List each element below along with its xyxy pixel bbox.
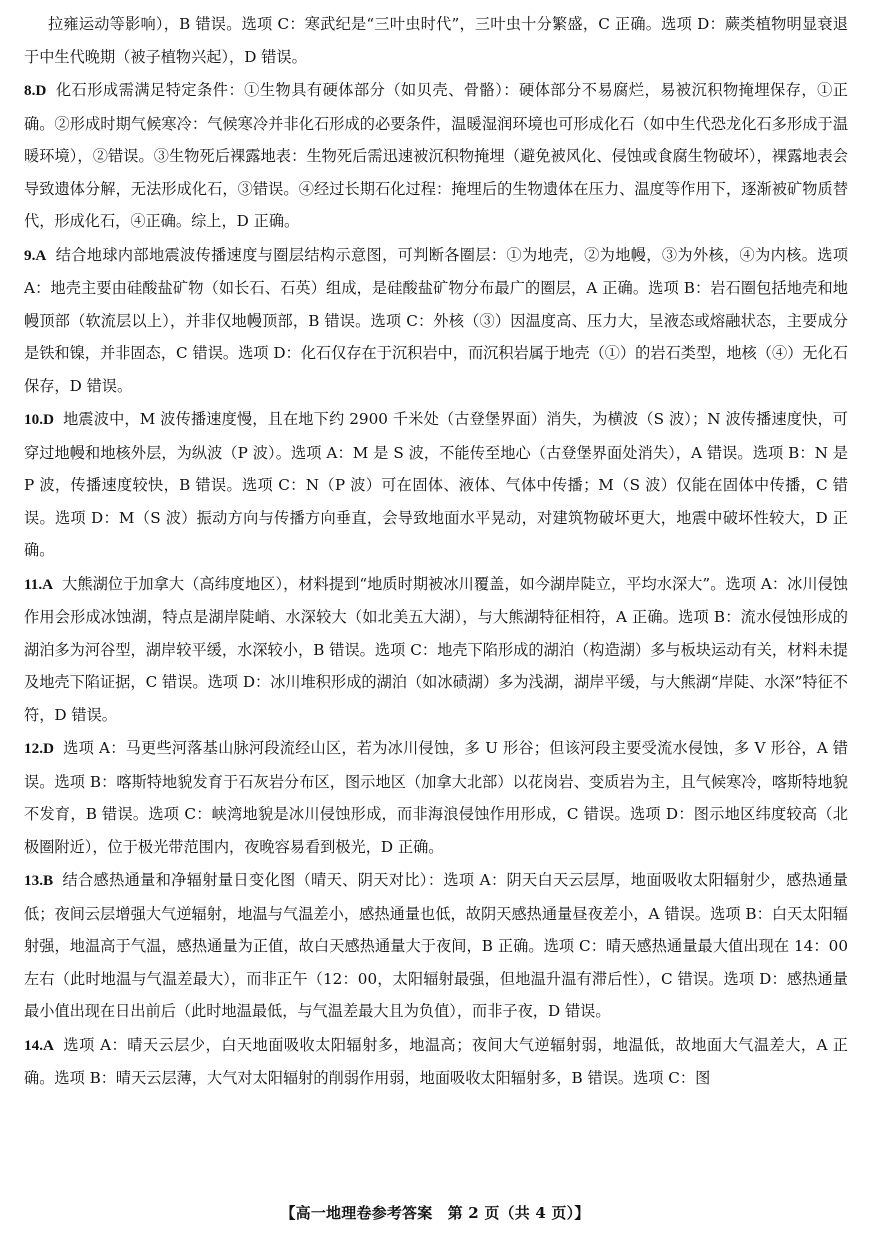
answer-item-10 [24, 403, 848, 567]
answer-item-9 [24, 239, 848, 403]
answer-explanation: 地震波中，M 波传播速度慢，且在地下约 2900 千米处（古登堡界面）消失，为横波（S 波）；N 波传播速度快，可穿过地幔和地核外层，为纵波（P 波）。选项 A：M 是 S 波，不能传至地心（古登堡界面处消失），A 错误。选项 B：N 是 P 波，传播速度较快，B 错误。选项 C：N（P 波）可在固体、液体、气体中传播；M（S 波）仅能在固体中传播，C 错误。选项 D：M（S 波）振动方向与传播方向垂直，会导致地面水平晃动，对建筑物破坏更大，地震中破坏性较大，D 正确。 [24, 410, 848, 559]
answer-item-14 [24, 1029, 848, 1095]
answer-number: 9.A [24, 246, 47, 264]
answer-number: 8.D [24, 82, 47, 99]
continued-paragraph: 拉雍运动等影响），B 错误。选项 C：寒武纪是“三叶虫时代”，三叶虫十分繁盛，C 正确。选项 D：蕨类植物明显衰退于中生代晚期（被子植物兴起），D 错误。 [24, 15, 848, 66]
answer-item-13 [24, 864, 848, 1028]
answer-item-8 [24, 74, 848, 238]
answer-explanation: 结合地球内部地震波传播速度与圈层结构示意图，可判断各圈层：①为地壳，②为地幔，③为外核，④为内核。选项 A：地壳主要由硅酸盐矿物（如长石、石英）组成，是硅酸盐矿物分布最广的圈层，A 正确。选项 B：岩石圈包括地壳和地幔顶部（软流层以上），并非仅地幔顶部，B 错误。选项 C：外核（③）因温度高、压力大，呈液态或熔融状态，主要成分是铁和镍，并非固态，C 错误。选项 D：化石仅存在于沉积岩中，而沉积岩属于地壳（①）的岩石类型，地核（④）无化石保存，D 错误。 [24, 245, 848, 395]
answer-explanation: 结合感热通量和净辐射量日变化图（晴天、阴天对比）：选项 A：阴天白天云层厚，地面吸收太阳辐射少，感热通量低；夜间云层增强大气逆辐射，地温与气温差小，感热通量也低，故阴天感热通量昼夜差小，A 错误。选项 B：白天太阳辐射强，地温高于气温，感热通量为正值，故白天感热通量大于夜间，B 正确。选项 C：晴天感热通量最大值出现在 14：00 左右（此时地温与气温差最大），而非正午（12：00，太阳辐射最强，但地温升温有滞后性），C 错误。选项 D：感热通量最小值出现在日出前后（此时地温最低，与气温差最大且为负值），而非子夜，D 错误。 [24, 871, 848, 1020]
answer-explanation: 选项 A：马更些河落基山脉河段流经山区，若为冰川侵蚀，多 U 形谷；但该河段主要受流水侵蚀，多 V 形谷，A 错误。选项 B：喀斯特地貌发育于石灰岩分布区，图示地区（加拿大北部）以花岗岩、变质岩为主，且气候寒冷，喀斯特地貌不发育，B 错误。选项 C：峡湾地貌是冰川侵蚀形成，而非海浪侵蚀作用形成，C 错误。选项 D：图示地区纬度较高（北极圈附近），位于极光带范围内，夜晚容易看到极光，D 正确。 [24, 739, 848, 856]
answer-number: 14.A [24, 1036, 54, 1054]
answer-explanation: 化石形成需满足特定条件：①生物具有硬体部分（如贝壳、骨骼）：硬体部分不易腐烂，易被沉积物掩埋保存，①正确。②形成时期气候寒冷：气候寒冷并非化石形成的必要条件，温暖湿润环境也可形成化石（如中生代恐龙化石多形成于温暖环境），②错误。③生物死后裸露地表：生物死后需迅速被沉积物掩埋（避免被风化、侵蚀或食腐生物破坏），裸露地表会导致遗体分解，无法形成化石，③错误。④经过长期石化过程：掩埋后的生物遗体在压力、温度等作用下，逐渐被矿物质替代，形成化石，④正确。综上，D 正确。 [24, 81, 848, 230]
page-footer: 【高一地理卷参考答案 第 2 页（共 4 页）】 [280, 1204, 590, 1222]
answer-number: 12.D [24, 740, 54, 757]
answer-number: 13.B [24, 872, 54, 889]
answer-item-12 [24, 732, 848, 863]
answer-number: 10.D [24, 411, 54, 428]
answer-item-11 [24, 568, 848, 732]
answer-number: 11.A [24, 575, 54, 593]
answer-explanation: 选项 A：晴天云层少，白天地面吸收太阳辐射多，地温高；夜间大气逆辐射弱，地温低，故地面大气温差大，A 正确。选项 B：晴天云层薄，大气对太阳辐射的削弱作用弱，地面吸收太阳辐射多，B 错误。选项 C：图 [24, 1035, 848, 1087]
answer-explanation: 大熊湖位于加拿大（高纬度地区），材料提到“地质时期被冰川覆盖，如今湖岸陡立，平均水深大”。选项 A：冰川侵蚀作用会形成冰蚀湖，特点是湖岸陡峭、水深较大（如北美五大湖），与大熊湖特征相符，A 正确。选项 B：流水侵蚀形成的湖泊多为河谷型，湖岸较平缓，水深较小，B 错误。选项 C：地壳下陷形成的湖泊（构造湖）多与板块运动有关，材料未提及地壳下陷证据，C 错误。选项 D：冰川堆积形成的湖泊（如冰碛湖）多为浅湖，湖岸平缓，与大熊湖“岸陡、水深”特征不符，D 错误。 [24, 574, 848, 724]
